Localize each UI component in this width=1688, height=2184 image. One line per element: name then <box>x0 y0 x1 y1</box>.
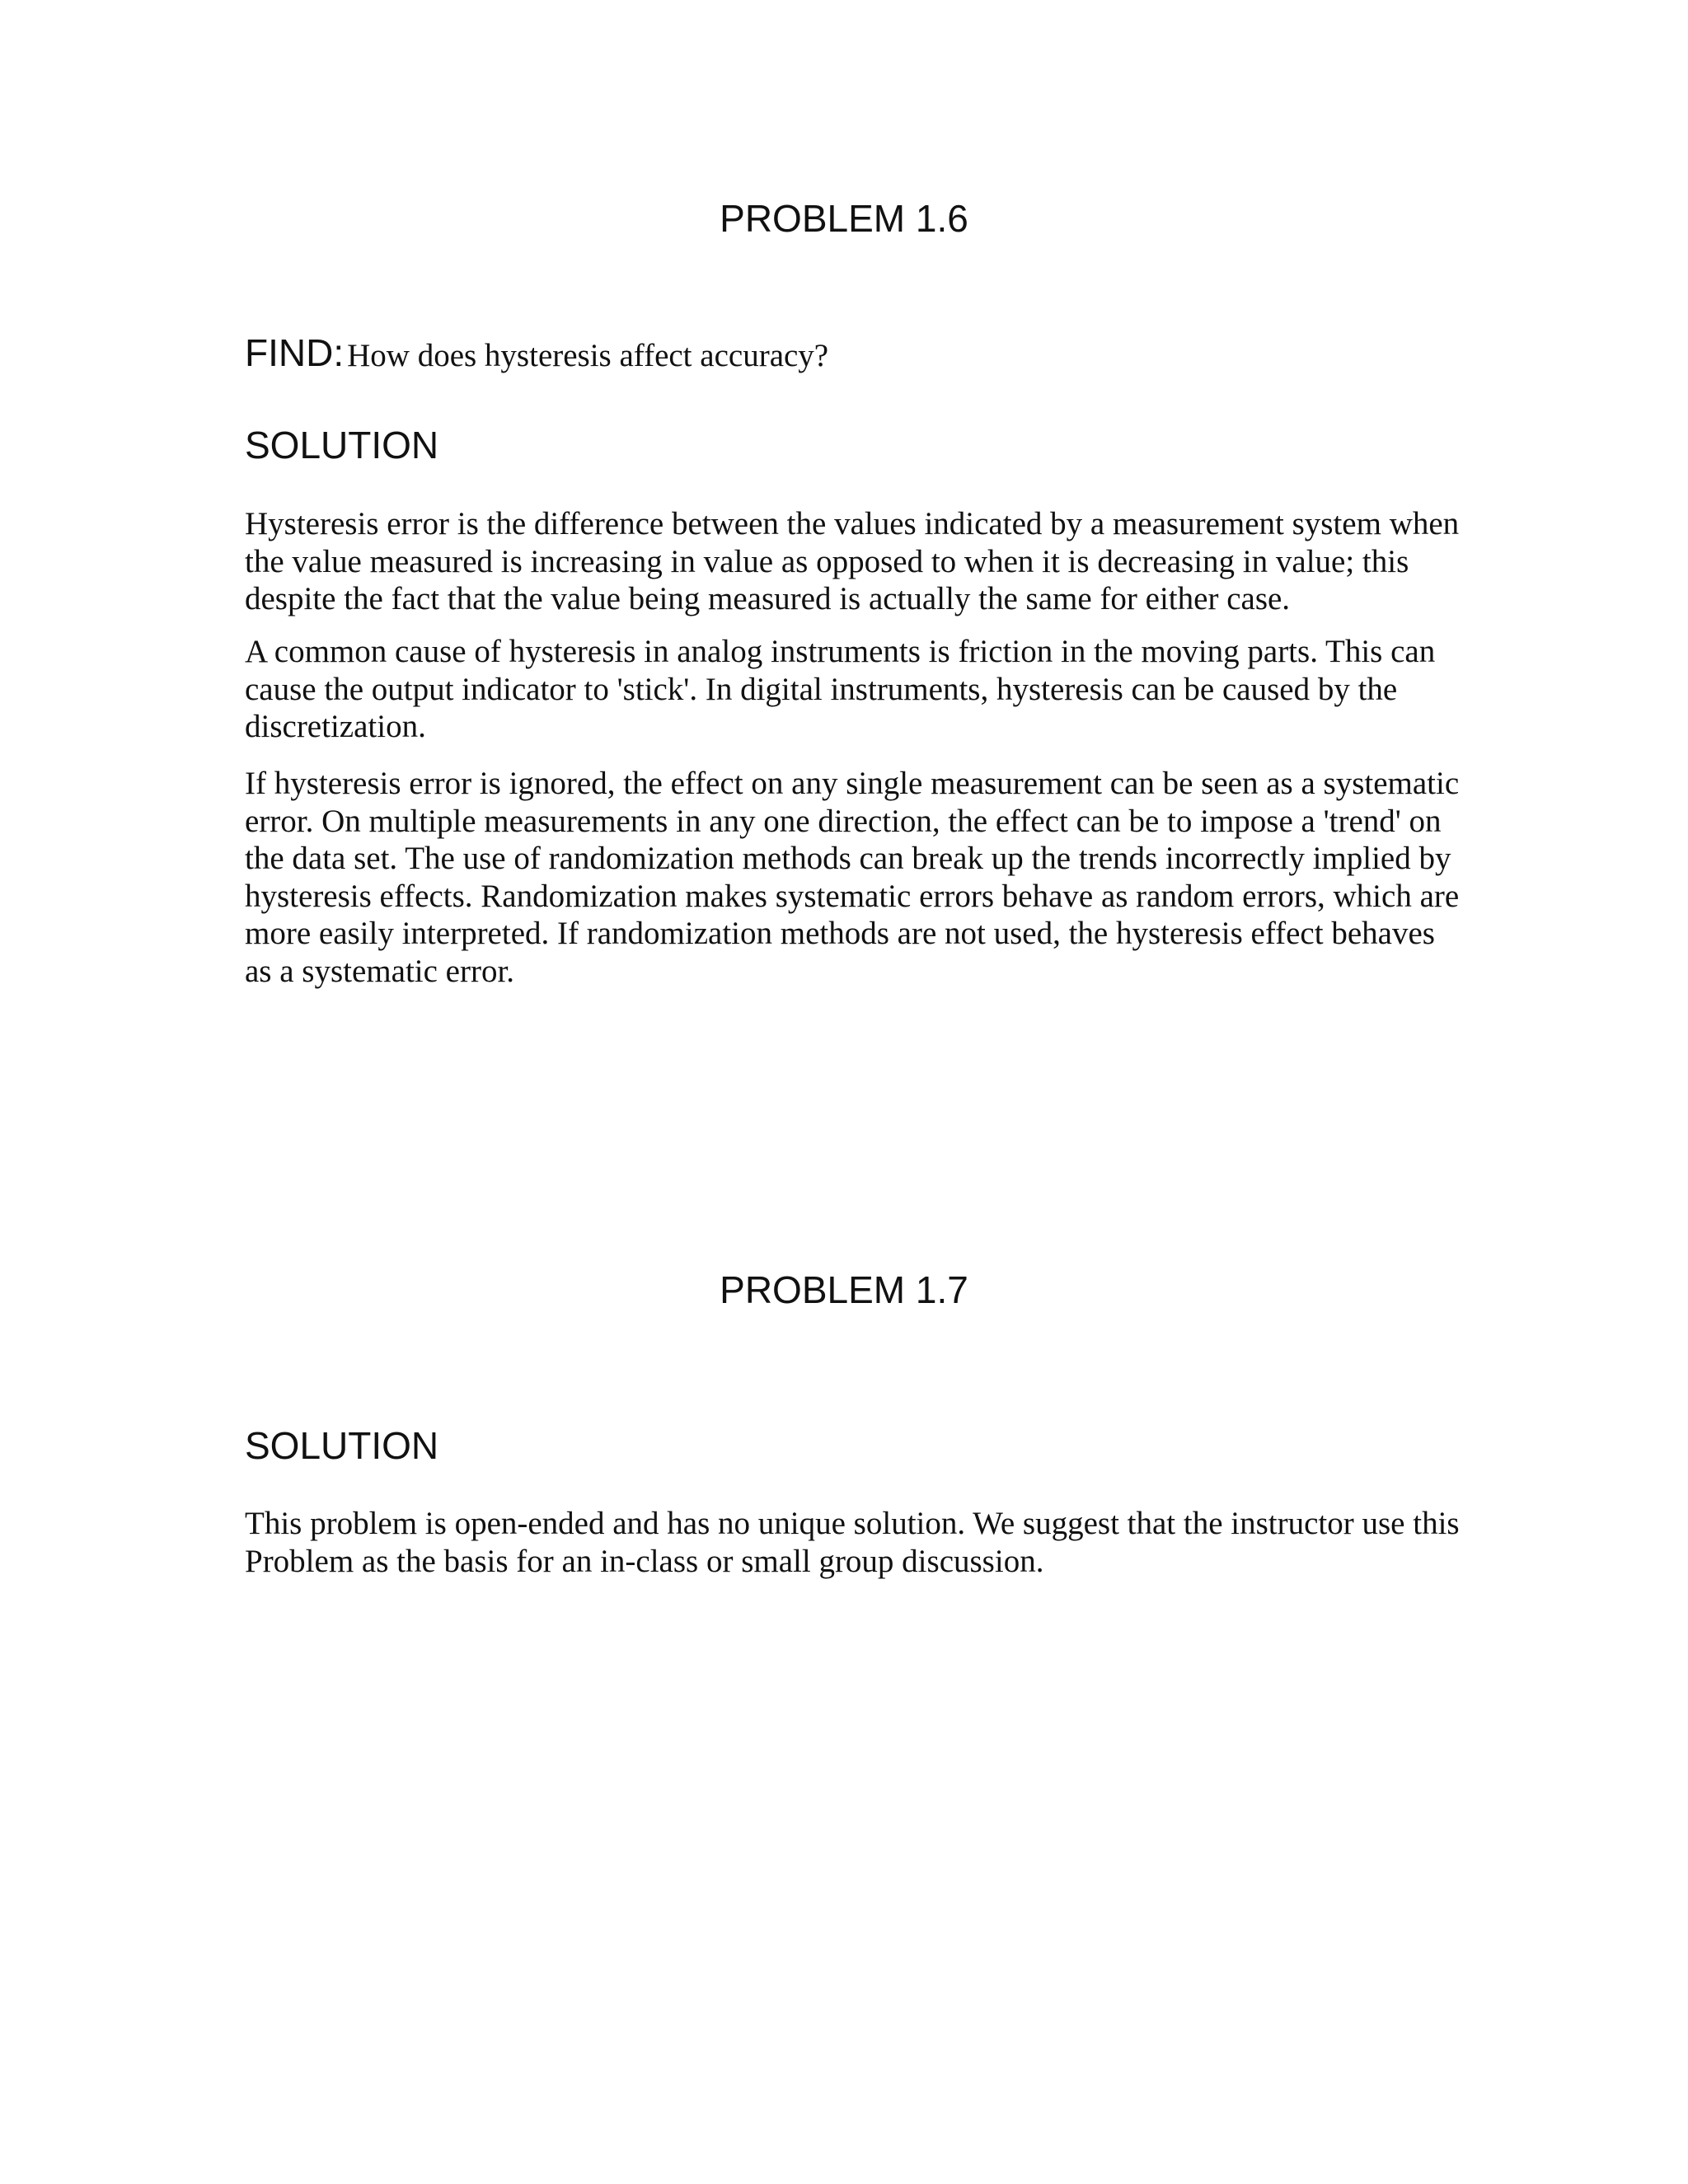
problem-1-7-title: PROBLEM 1.7 <box>720 1268 968 1311</box>
problem-1-7-solution-heading: SOLUTION <box>245 1424 439 1467</box>
problem-1-7-paragraph-1: This problem is open-ended and has no unique solution. We suggest that the instructor use this Problem as the basis for an in-class or small group discussion. <box>245 1506 1460 1579</box>
problem-1-6-paragraph-2: A common cause of hysteresis in analog instruments is friction in the moving parts. This can cause the output indicator to 'stick'. In digital instruments, hysteresis can be caused by the discretization. <box>245 634 1436 744</box>
find-question: How does hysteresis affect accuracy? <box>347 338 829 373</box>
find-statement <box>245 330 1465 379</box>
problem-1-6-solution-heading: SOLUTION <box>245 424 439 466</box>
problem-1-6-paragraph-3: If hysteresis error is ignored, the effect on any single measurement can be seen as a systematic error. On multiple measurements in any one direction, the effect can be to impose a 'trend' on the data set. The use of randomization methods can break up the trends incorrectly implied by hysteresis effects. Randomization makes systematic errors behave as random errors, which are more easily interpreted. If randomization methods are not used, the hysteresis effect behaves as a systematic error. <box>245 766 1460 989</box>
problem-1-6-paragraph-1: Hysteresis error is the difference between the values indicated by a measurement system when the value measured is increasing in value as opposed to when it is decreasing in value; this despite the fact that the value being measured is actually the same for either case. <box>245 506 1460 616</box>
find-label: FIND: <box>245 331 345 374</box>
problem-1-6-title: PROBLEM 1.6 <box>720 197 968 240</box>
